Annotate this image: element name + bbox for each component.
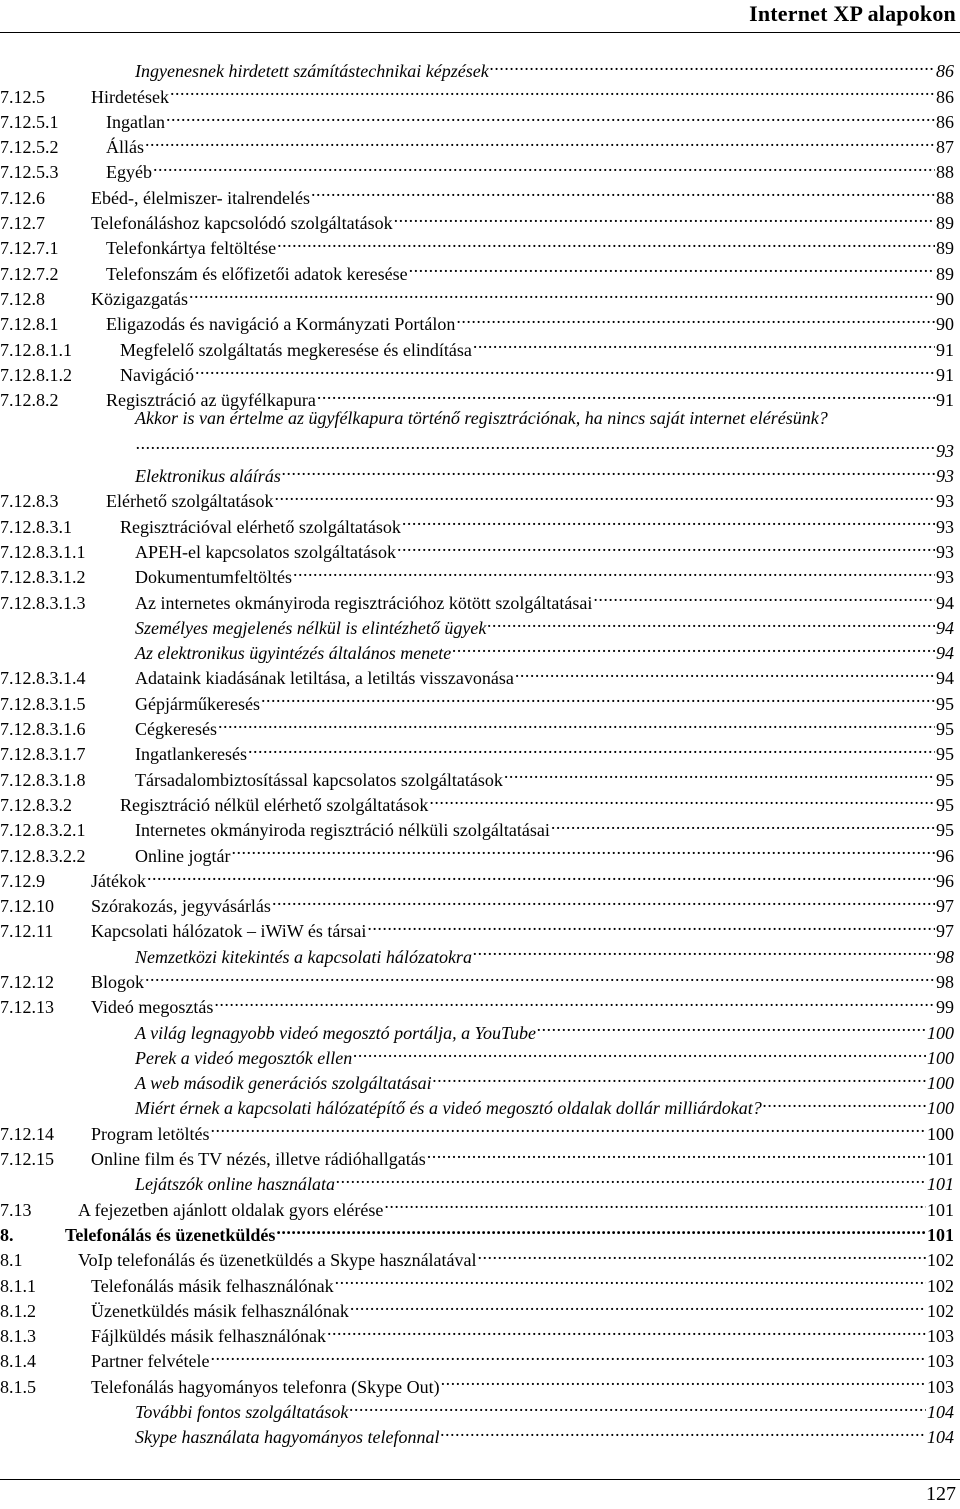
- toc-leader-dots: [210, 1114, 926, 1139]
- toc-entry-title: Regisztráció az ügyfélkapura: [106, 390, 316, 411]
- toc-leader-dots: [145, 963, 935, 988]
- toc-leader-dots: [551, 811, 935, 836]
- toc-leader-dots: [452, 634, 935, 659]
- toc-entry-title: Szórakozás, jegyvásárlás: [91, 896, 271, 917]
- toc-entry[interactable]: [0, 988, 954, 1018]
- toc-entry-title: Az elektronikus ügyintézés általános menete: [135, 643, 452, 664]
- toc-entry[interactable]: [0, 634, 954, 664]
- toc-entry-page: 91: [936, 364, 954, 385]
- toc-entry[interactable]: [0, 128, 954, 158]
- toc-entry-page: 101: [927, 1174, 954, 1195]
- toc-leader-dots: [763, 1089, 926, 1114]
- toc-leader-dots: [409, 254, 935, 279]
- toc-entry-page: 103: [927, 1376, 954, 1397]
- toc-entry-title: Telefonálás és üzenetküldés: [65, 1224, 276, 1245]
- toc-entry[interactable]: [0, 1241, 954, 1271]
- toc-leader-dots: [490, 52, 935, 77]
- toc-entry-title: A web második generációs szolgáltatásai: [135, 1073, 432, 1094]
- toc-entry-title: Navigáció: [120, 364, 194, 385]
- toc-entry-continuation[interactable]: [0, 431, 954, 461]
- toc-leader-dots: [456, 305, 935, 330]
- toc-entry-number: 7.12.5: [0, 86, 45, 107]
- toc-entry-number: 8.1.3: [0, 1326, 36, 1347]
- toc-entry[interactable]: [0, 887, 954, 917]
- toc-entry-number: 7.12.15: [0, 1149, 54, 1170]
- toc-entry-title: Ebéd-, élelmiszer- italrendelés: [91, 187, 311, 208]
- toc-entry[interactable]: [0, 406, 954, 431]
- toc-entry-page: 103: [927, 1326, 954, 1347]
- toc-entry-title: Elérhető szolgáltatások: [106, 491, 274, 512]
- toc-leader-dots: [397, 533, 935, 558]
- toc-leader-dots: [515, 659, 935, 684]
- toc-entry[interactable]: [0, 1089, 954, 1119]
- toc-entry-page: 104: [927, 1402, 954, 1423]
- toc-entry-page: 93: [936, 466, 954, 487]
- toc-entry[interactable]: [0, 862, 954, 891]
- toc-leader-dots: [282, 457, 935, 482]
- footer-rule: [0, 1479, 960, 1480]
- toc-entry-number: 7.12.8.3.2.1: [0, 820, 86, 841]
- toc-leader-dots: [189, 280, 935, 305]
- toc-entry-number: 8.1.4: [0, 1351, 36, 1372]
- toc-entry-page: 93: [936, 541, 954, 562]
- toc-entry-page: 93: [936, 440, 954, 461]
- toc-entry[interactable]: [0, 735, 954, 765]
- toc-entry-page: 95: [936, 769, 954, 790]
- toc-entry-page: 104: [927, 1427, 954, 1448]
- toc-entry[interactable]: [0, 1266, 954, 1296]
- toc-entry-number: 7.12.8.3.2: [0, 794, 72, 815]
- toc-leader-dots: [311, 178, 935, 203]
- toc-entry[interactable]: [0, 659, 954, 689]
- toc-entry-page: 98: [936, 971, 954, 992]
- toc-entry[interactable]: [0, 786, 954, 815]
- toc-entry-title: Internetes okmányiroda regisztráció nélküli szolgáltatásai: [135, 820, 550, 841]
- toc-leader-dots: [473, 330, 935, 355]
- toc-leader-dots: [353, 1039, 926, 1064]
- toc-entry-title: Adataink kiadásának letiltása, a letiltás visszavonása: [135, 668, 514, 689]
- toc-entry-number: 7.12.8.2: [0, 390, 59, 411]
- toc-leader-dots: [336, 1165, 926, 1190]
- toc-entry-title: Regisztrációval elérhető szolgáltatások: [120, 516, 401, 537]
- toc-leader-dots: [145, 128, 935, 153]
- toc-entry-page: 98: [936, 946, 954, 967]
- toc-leader-dots: [441, 1367, 926, 1392]
- toc-entry[interactable]: [0, 103, 954, 132]
- running-title: Internet XP alapokon: [749, 1, 956, 26]
- toc-leader-dots: [335, 1266, 926, 1291]
- toc-entry-title: Program letöltés: [91, 1123, 210, 1144]
- toc-entry-title: Játékok: [91, 870, 146, 891]
- toc-entry-page: 94: [936, 617, 954, 638]
- toc-entry[interactable]: [0, 1216, 954, 1245]
- toc-entry-page: 100: [927, 1073, 954, 1094]
- toc-entry-page: 100: [927, 1022, 954, 1043]
- toc-leader-dots: [166, 103, 935, 128]
- toc-entry-page: 86: [936, 61, 954, 82]
- toc-leader-dots: [504, 760, 935, 785]
- toc-entry[interactable]: [0, 229, 954, 259]
- toc-entry-number: 7.13: [0, 1199, 32, 1220]
- toc-entry-number: 8.1.1: [0, 1275, 36, 1296]
- toc-entry[interactable]: [0, 356, 954, 385]
- toc-entry-title: Eligazodás és navigáció a Kormányzati Portálon: [106, 314, 456, 335]
- toc-entry[interactable]: [0, 963, 954, 992]
- toc-entry-number: 7.12.12: [0, 971, 54, 992]
- toc-entry-title: Állás: [106, 137, 144, 158]
- toc-entry-page: 89: [936, 263, 954, 284]
- toc-entry[interactable]: [0, 1114, 954, 1144]
- toc-leader-dots: [487, 609, 935, 634]
- toc-entry-title: Lejátszók online használata: [135, 1174, 336, 1195]
- toc-entry[interactable]: [0, 457, 954, 487]
- toc-entry[interactable]: [0, 153, 954, 183]
- toc-entry-title: Partner felvétele: [91, 1351, 210, 1372]
- toc-leader-dots: [402, 507, 935, 532]
- toc-entry-number: 7.12.5.3: [0, 162, 59, 183]
- toc-entry[interactable]: [0, 381, 954, 411]
- toc-entry-title: Kapcsolati hálózatok – iWiW és társai: [91, 921, 367, 942]
- toc-leader-dots: [274, 482, 935, 507]
- toc-entry-number: 7.12.11: [0, 921, 54, 942]
- toc-entry[interactable]: [0, 1064, 954, 1094]
- table-of-contents: [0, 52, 954, 1448]
- toc-leader-dots: [272, 887, 935, 912]
- toc-entry-number: 7.12.8.3.1.8: [0, 769, 86, 790]
- toc-leader-dots: [429, 786, 935, 811]
- toc-leader-dots: [433, 1064, 926, 1089]
- toc-entry[interactable]: [0, 1367, 954, 1397]
- toc-entry-number: 7.12.9: [0, 870, 45, 891]
- toc-entry-page: 100: [927, 1098, 954, 1119]
- toc-entry-page: 100: [927, 1047, 954, 1068]
- toc-entry[interactable]: [0, 583, 954, 613]
- toc-entry[interactable]: [0, 1317, 954, 1347]
- toc-entry-title: Perek a videó megosztók ellen: [135, 1047, 353, 1068]
- toc-entry-title: Videó megosztás: [91, 997, 214, 1018]
- toc-leader-dots: [440, 1418, 926, 1443]
- toc-entry[interactable]: [0, 1039, 954, 1068]
- toc-leader-dots: [293, 558, 935, 583]
- toc-entry-number: 7.12.7.1: [0, 238, 59, 259]
- page-number: 127: [926, 1483, 956, 1505]
- toc-leader-dots: [276, 1216, 926, 1241]
- toc-entry-title: Ingyenesnek hirdetett számítástechnikai képzések: [135, 61, 489, 82]
- toc-entry[interactable]: [0, 1165, 954, 1195]
- toc-entry-page: 94: [936, 643, 954, 664]
- toc-entry-page: 88: [936, 162, 954, 183]
- toc-entry-title: Üzenetküldés másik felhasználónak: [91, 1300, 349, 1321]
- toc-entry-page: 91: [936, 339, 954, 360]
- toc-entry-number: 7.12.8.3.1.7: [0, 744, 86, 765]
- toc-leader-dots: [248, 735, 935, 760]
- toc-entry-title: A fejezetben ajánlott oldalak gyors elérése: [78, 1199, 384, 1220]
- toc-leader-dots: [384, 1190, 926, 1215]
- toc-entry-number: 7.12.7: [0, 213, 45, 234]
- toc-entry-title: Regisztráció nélkül elérhető szolgáltatások: [120, 794, 429, 815]
- toc-entry-page: 95: [936, 794, 954, 815]
- toc-entry-number: 7.12.8: [0, 288, 45, 309]
- toc-entry[interactable]: [0, 77, 954, 107]
- toc-entry-title: Online jogtár: [135, 845, 231, 866]
- toc-entry[interactable]: [0, 1393, 954, 1423]
- toc-entry-title: APEH-el kapcsolatos szolgáltatások: [135, 541, 396, 562]
- toc-entry-title: Ingatlankeresés: [135, 744, 247, 765]
- toc-entry-number: 7.12.10: [0, 896, 54, 917]
- toc-entry[interactable]: [0, 760, 954, 790]
- toc-leader-dots: [473, 937, 935, 962]
- toc-leader-dots: [231, 836, 935, 861]
- toc-entry-page: 93: [936, 516, 954, 537]
- toc-entry-title: Telefonáláshoz kapcsolódó szolgáltatások: [91, 213, 393, 234]
- toc-leader-dots: [218, 710, 935, 735]
- toc-entry-number: 8.: [0, 1224, 14, 1245]
- header-rule: [0, 32, 960, 33]
- toc-entry-page: 89: [936, 238, 954, 259]
- toc-entry-page: 86: [936, 86, 954, 107]
- toc-leader-dots: [394, 204, 935, 229]
- toc-leader-dots: [349, 1393, 926, 1418]
- toc-entry-title: Közigazgatás: [91, 288, 188, 309]
- toc-entry-number: 8.1.5: [0, 1376, 36, 1397]
- toc-leader-dots: [261, 684, 935, 709]
- toc-entry[interactable]: [0, 937, 954, 967]
- toc-entry-page: 95: [936, 820, 954, 841]
- toc-leader-dots: [277, 229, 935, 254]
- toc-entry[interactable]: [0, 178, 954, 208]
- toc-entry[interactable]: [0, 507, 954, 537]
- toc-entry-page: 94: [936, 592, 954, 613]
- toc-entry-page: 95: [936, 693, 954, 714]
- toc-entry[interactable]: [0, 1190, 954, 1220]
- toc-leader-dots: [195, 356, 935, 381]
- toc-entry-page: 86: [936, 111, 954, 132]
- toc-entry-page: 89: [936, 213, 954, 234]
- toc-entry-page: 101: [927, 1199, 954, 1220]
- toc-leader-dots: [367, 912, 935, 937]
- toc-entry-title: Hirdetések: [91, 86, 169, 107]
- toc-entry-page: 97: [936, 921, 954, 942]
- toc-entry-title: Személyes megjelenés nélkül is elintézhető ügyek: [135, 617, 487, 638]
- toc-entry[interactable]: [0, 836, 954, 866]
- toc-entry[interactable]: [0, 482, 954, 512]
- toc-entry-title: Ingatlan: [106, 111, 165, 132]
- toc-entry-number: 7.12.8.3.1.5: [0, 693, 86, 714]
- toc-entry-title: Miért érnek a kapcsolati hálózatépítő és a videó megosztó oldalak dollár milliárdokat?: [135, 1098, 762, 1119]
- toc-entry-title: Akkor is van értelme az ügyfélkapura történő regisztrációnak, ha nincs saját internet elérésünk?: [135, 408, 828, 429]
- toc-entry-number: 7.12.14: [0, 1123, 54, 1144]
- toc-entry[interactable]: [0, 912, 954, 942]
- toc-entry[interactable]: [0, 684, 954, 714]
- toc-entry-page: 99: [936, 997, 954, 1018]
- toc-entry-number: 7.12.8.3: [0, 491, 59, 512]
- toc-entry-title: Skype használata hagyományos telefonnal: [135, 1427, 440, 1448]
- toc-entry-page: 103: [927, 1351, 954, 1372]
- toc-entry-title: Nemzetközi kitekintés a kapcsolati hálózatokra: [135, 946, 472, 967]
- toc-entry-title: Gépjárműkeresés: [135, 693, 260, 714]
- toc-entry-number: 7.12.5.2: [0, 137, 59, 158]
- toc-entry[interactable]: [0, 609, 954, 638]
- toc-entry-title: Cégkeresés: [135, 719, 217, 740]
- toc-entry-page: 101: [927, 1149, 954, 1170]
- toc-entry-number: 8.1: [0, 1250, 23, 1271]
- toc-leader-dots: [593, 583, 935, 608]
- toc-entry-number: 7.12.8.1: [0, 314, 59, 335]
- toc-entry[interactable]: [0, 305, 954, 335]
- toc-entry-number: 7.12.5.1: [0, 111, 59, 132]
- toc-entry-page: 95: [936, 744, 954, 765]
- toc-entry-title: Blogok: [91, 971, 145, 992]
- toc-entry[interactable]: [0, 204, 954, 234]
- toc-entry[interactable]: [0, 710, 954, 740]
- toc-entry[interactable]: [0, 1013, 954, 1043]
- toc-entry[interactable]: [0, 52, 954, 82]
- toc-entry[interactable]: [0, 280, 954, 309]
- toc-entry-page: 96: [936, 870, 954, 891]
- toc-entry-page: 102: [927, 1275, 954, 1296]
- toc-entry-title: Egyéb: [106, 162, 152, 183]
- toc-entry[interactable]: [0, 533, 954, 562]
- toc-leader-dots: [170, 77, 935, 102]
- toc-leader-dots: [147, 862, 935, 887]
- toc-entry[interactable]: [0, 1418, 954, 1448]
- toc-entry-title: Dokumentumfeltöltés: [135, 567, 292, 588]
- toc-leader-dots: [427, 1140, 926, 1165]
- toc-entry-title: Társadalombiztosítással kapcsolatos szolgáltatások: [135, 769, 503, 790]
- toc-entry-number: 7.12.8.1.1: [0, 339, 72, 360]
- toc-entry-page: 97: [936, 896, 954, 917]
- toc-entry-number: 7.12.8.3.1.6: [0, 719, 86, 740]
- toc-entry-number: 7.12.8.3.1.2: [0, 567, 86, 588]
- toc-leader-dots: [478, 1241, 926, 1266]
- toc-entry-page: 96: [936, 845, 954, 866]
- toc-entry-title: Telefonkártya feltöltése: [106, 238, 277, 259]
- toc-leader-dots: [210, 1342, 926, 1367]
- toc-entry-page: 94: [936, 668, 954, 689]
- page-header: [0, 0, 960, 36]
- toc-entry-number: 7.12.8.3.1.4: [0, 668, 86, 689]
- toc-entry-title: További fontos szolgáltatások: [135, 1402, 349, 1423]
- toc-entry-number: 7.12.8.3.2.2: [0, 845, 86, 866]
- toc-entry-title: A világ legnagyobb videó megosztó portálja, a YouTube: [135, 1022, 536, 1043]
- toc-leader-dots: [317, 381, 935, 406]
- toc-entry-title: Az internetes okmányiroda regisztrációhoz kötött szolgáltatásai: [135, 592, 593, 613]
- toc-entry-title: Online film és TV nézés, illetve rádióhallgatás: [91, 1149, 426, 1170]
- toc-entry-number: 7.12.8.3.1.1: [0, 541, 86, 562]
- toc-entry[interactable]: [0, 330, 954, 360]
- toc-entry[interactable]: [0, 1342, 954, 1372]
- toc-entry-number: 7.12.8.3.1: [0, 516, 72, 537]
- toc-entry-title: Elektronikus aláírás: [135, 466, 281, 487]
- toc-entry-page: 100: [927, 1123, 954, 1144]
- toc-entry-number: 7.12.7.2: [0, 263, 59, 284]
- toc-entry-page: 88: [936, 187, 954, 208]
- toc-entry-title: Fájlküldés másik felhasználónak: [91, 1326, 326, 1347]
- toc-entry-title: VoIp telefonálás és üzenetküldés a Skype használatával: [78, 1250, 477, 1271]
- toc-leader-dots: [327, 1317, 926, 1342]
- toc-entry-title: Telefonszám és előfizetői adatok keresése: [106, 263, 408, 284]
- toc-entry-page: 93: [936, 567, 954, 588]
- toc-entry-page: 91: [936, 390, 954, 411]
- toc-leader-dots: [153, 153, 935, 178]
- toc-entry-number: 7.12.6: [0, 187, 45, 208]
- toc-entry-page: 93: [936, 491, 954, 512]
- toc-entry-page: 95: [936, 719, 954, 740]
- toc-entry-number: 8.1.2: [0, 1300, 36, 1321]
- toc-entry[interactable]: [0, 558, 954, 588]
- toc-entry[interactable]: [0, 1140, 954, 1170]
- toc-entry[interactable]: [0, 811, 954, 841]
- toc-entry-number: 7.12.8.1.2: [0, 364, 72, 385]
- toc-entry-title: Megfelelő szolgáltatás megkeresése és elindítása: [120, 339, 472, 360]
- toc-entry-page: 90: [936, 314, 954, 335]
- toc-entry-page: 101: [927, 1224, 954, 1245]
- toc-leader-dots: [350, 1292, 926, 1317]
- toc-entry[interactable]: [0, 254, 954, 284]
- toc-leader-dots: [136, 431, 935, 456]
- toc-entry-page: 90: [936, 288, 954, 309]
- toc-entry-page: 102: [927, 1250, 954, 1271]
- toc-leader-dots: [537, 1013, 926, 1038]
- toc-entry-title: Telefonálás hagyományos telefonra (Skype Out): [91, 1376, 440, 1397]
- toc-leader-dots: [214, 988, 935, 1013]
- toc-entry-number: 7.12.8.3.1.3: [0, 592, 86, 613]
- toc-entry-page: 102: [927, 1300, 954, 1321]
- toc-entry-page: 87: [936, 137, 954, 158]
- toc-entry-title: Telefonálás másik felhasználónak: [91, 1275, 334, 1296]
- toc-entry[interactable]: [0, 1292, 954, 1321]
- toc-entry-number: 7.12.13: [0, 997, 54, 1018]
